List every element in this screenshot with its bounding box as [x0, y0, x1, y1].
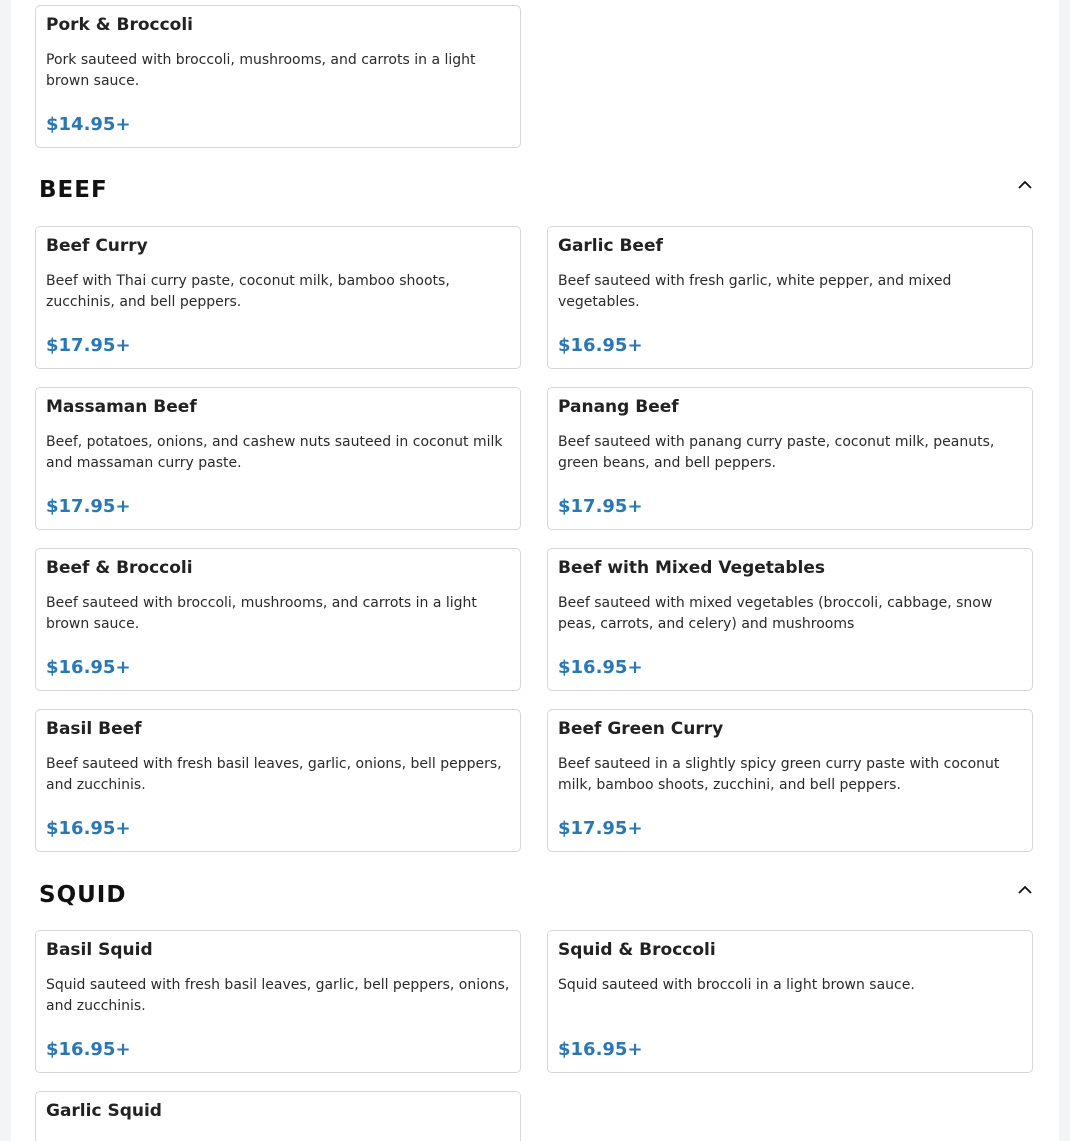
- menu-item-price: $16.95+: [46, 818, 131, 839]
- menu-item-description: Beef sauteed in a slightly spicy green curry paste with coconut milk, bamboo shoots, zucchini, and bell peppers.: [558, 756, 1000, 793]
- menu-item-price: $17.95+: [558, 496, 643, 517]
- menu-item-description: Squid sauteed with fresh basil leaves, garlic, bell peppers, onions, and zucchinis.: [46, 977, 510, 1014]
- menu-item-card[interactable]: [547, 709, 1033, 852]
- menu-item-name: Basil Squid: [46, 940, 153, 960]
- section-title-beef: BEEF: [39, 177, 108, 203]
- menu-item-name: Beef with Mixed Vegetables: [558, 558, 826, 578]
- menu-item-card[interactable]: [547, 930, 1033, 1073]
- menu-item-card[interactable]: [35, 5, 521, 148]
- menu-item-description: Pork sauteed with broccoli, mushrooms, and carrots in a light brown sauce.: [46, 52, 476, 89]
- menu-item-name: Beef & Broccoli: [46, 558, 193, 578]
- menu-item-description: Beef sauteed with fresh garlic, white pepper, and mixed vegetables.: [558, 273, 952, 310]
- menu-item-description: Beef sauteed with broccoli, mushrooms, and carrots in a light brown sauce.: [46, 595, 477, 632]
- menu-item-card[interactable]: [547, 387, 1033, 530]
- menu-item-description: Beef sauteed with mixed vegetables (broccoli, cabbage, snow peas, carrots, and celery) and mushrooms: [558, 595, 993, 632]
- menu-item-name: Massaman Beef: [46, 397, 197, 417]
- menu-item-name: Beef Green Curry: [558, 719, 724, 739]
- menu-item-name: Garlic Beef: [558, 236, 663, 256]
- menu-item-name: Beef Curry: [46, 236, 148, 256]
- menu-page: [11, 0, 1059, 1141]
- menu-item-price: $16.95+: [46, 657, 131, 678]
- menu-item-description: Squid sauteed with broccoli in a light brown sauce.: [558, 977, 915, 993]
- chevron-up-icon[interactable]: [1016, 175, 1034, 193]
- menu-item-name: Basil Beef: [46, 719, 142, 739]
- menu-item-price: $17.95+: [558, 818, 643, 839]
- section-title-squid: SQUID: [39, 882, 127, 908]
- menu-item-card[interactable]: [35, 226, 521, 369]
- menu-item-price: $16.95+: [558, 657, 643, 678]
- menu-item-price: $17.95+: [46, 335, 131, 356]
- menu-item-card[interactable]: [35, 709, 521, 852]
- menu-item-name: Pork & Broccoli: [46, 15, 193, 35]
- menu-item-card[interactable]: [35, 1091, 521, 1141]
- menu-item-description: Beef, potatoes, onions, and cashew nuts sauteed in coconut milk and massaman curry paste.: [46, 434, 503, 471]
- menu-item-card[interactable]: [35, 930, 521, 1073]
- menu-item-name: Squid & Broccoli: [558, 940, 716, 960]
- menu-item-price: $17.95+: [46, 496, 131, 517]
- menu-item-price: $16.95+: [46, 1039, 131, 1060]
- menu-item-price: $14.95+: [46, 114, 131, 135]
- chevron-up-icon[interactable]: [1016, 880, 1034, 898]
- menu-item-price: $16.95+: [558, 1039, 643, 1060]
- menu-item-card[interactable]: [547, 226, 1033, 369]
- menu-item-description: Beef sauteed with fresh basil leaves, garlic, onions, bell peppers, and zucchinis.: [46, 756, 502, 793]
- menu-item-card[interactable]: [547, 548, 1033, 691]
- menu-item-price: $16.95+: [558, 335, 643, 356]
- menu-item-description: Beef sauteed with panang curry paste, coconut milk, peanuts, green beans, and bell peppers.: [558, 434, 995, 471]
- menu-item-card[interactable]: [35, 548, 521, 691]
- menu-item-description: Beef with Thai curry paste, coconut milk, bamboo shoots, zucchinis, and bell peppers.: [46, 273, 450, 310]
- menu-item-card[interactable]: [35, 387, 521, 530]
- menu-item-name: Garlic Squid: [46, 1101, 162, 1121]
- menu-item-name: Panang Beef: [558, 397, 679, 417]
